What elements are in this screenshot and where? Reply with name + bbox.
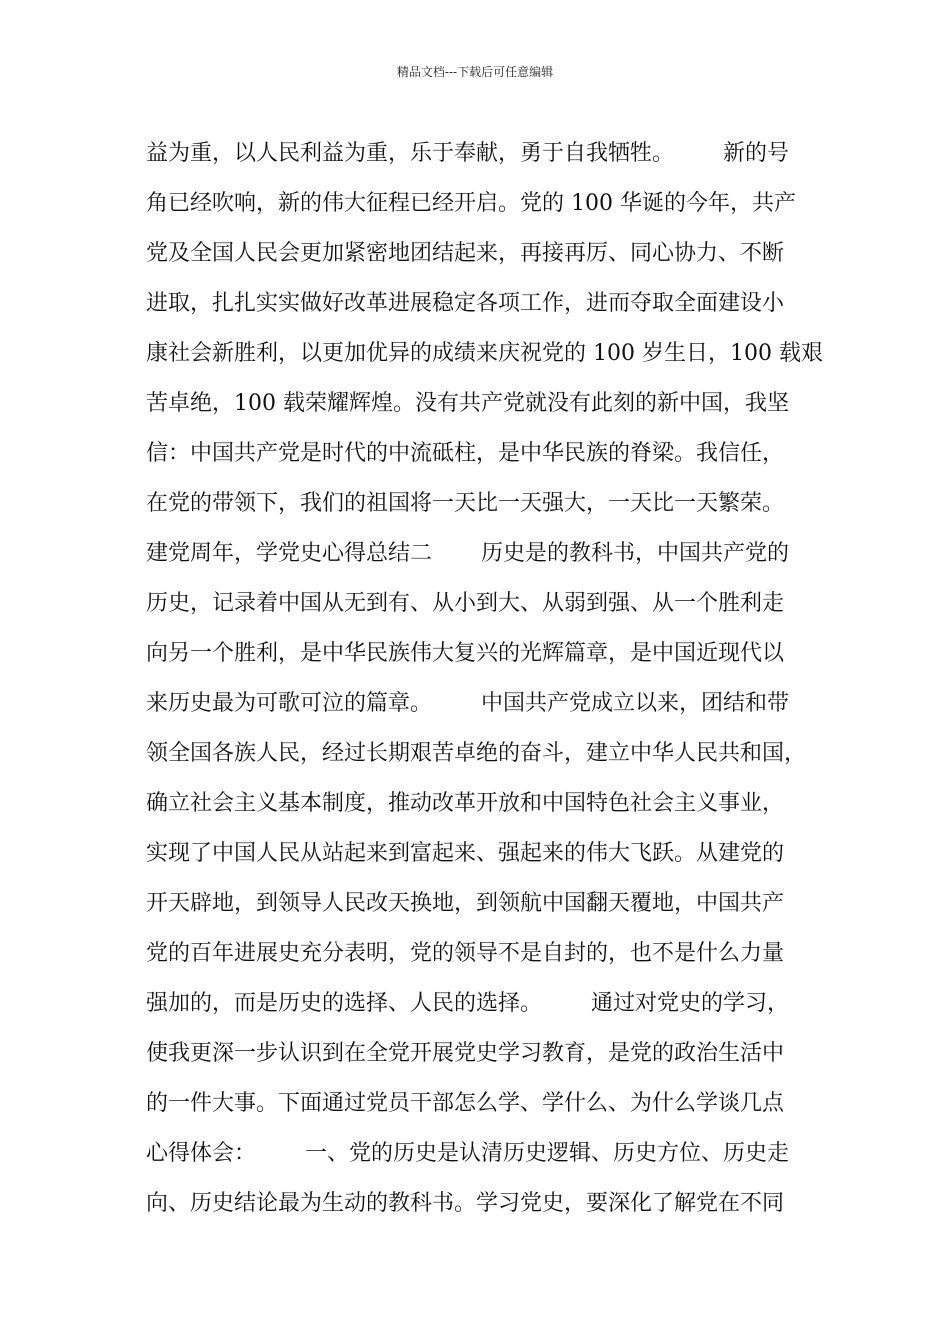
body-line-21: 心得体会： 一、党的历史是认清历史逻辑、历史方位、历史走 (146, 1141, 789, 1166)
body-line-10: 历史，记录着中国从无到有、从小到大、从弱到强、从一个胜利走 (146, 591, 785, 616)
body-line-14: 确立社会主义基本制度，推动改革开放和中国特色社会主义事业， (146, 791, 785, 816)
body-line-22: 向、历史结论最为生动的教科书。学习党史，要深化了解党在不同 (146, 1191, 785, 1216)
body-line-4: 进取，扎扎实实做好改革进展稳定各项工作，进而夺取全面建设小 (146, 291, 785, 316)
body-line-13: 领全国各族人民，经过长期艰苦卓绝的奋斗，建立中华人民共和国， (146, 741, 807, 766)
body-line-3: 党及全国人民会更加紧密地团结起来，再接再厉、同心协力、不断 (146, 241, 785, 266)
body-line-9: 建党周年，学党史心得总结二 历史是的教科书，中国共产党的 (146, 541, 789, 566)
body-line-5: 康社会新胜利，以更加优异的成绩来庆祝党的 100 岁生日，100 载艰 (146, 341, 823, 366)
document-body (146, 129, 826, 1229)
body-line-20: 的一件大事。下面通过党员干部怎么学、学什么、为什么学谈几点 (146, 1091, 785, 1116)
body-line-15: 实现了中国人民从站起来到富起来、强起来的伟大飞跃。从建党的 (146, 841, 785, 866)
body-line-6: 苦卓绝，100 载荣耀辉煌。没有共产党就没有此刻的新中国，我坚 (146, 391, 789, 416)
page-header: 精品文档---下载后可任意编辑 (396, 65, 554, 79)
body-line-7: 信：中国共产党是时代的中流砥柱，是中华民族的脊梁。我信任， (146, 441, 785, 466)
body-line-8: 在党的带领下，我们的祖国将一天比一天强大，一天比一天繁荣。 (146, 491, 785, 516)
body-line-18: 强加的，而是历史的选择、人民的选择。 通过对党史的学习， (146, 991, 789, 1016)
body-line-12: 来历史最为可歌可泣的篇章。 中国共产党成立以来，团结和带 (146, 691, 789, 716)
body-line-1: 益为重，以人民利益为重，乐于奉献，勇于自我牺牲。 新的号 (146, 141, 789, 166)
body-line-11: 向另一个胜利，是中华民族伟大复兴的光辉篇章，是中国近现代以 (146, 641, 785, 666)
body-line-17: 党的百年进展史充分表明，党的领导不是自封的，也不是什么力量 (146, 941, 785, 966)
body-line-16: 开天辟地，到领导人民改天换地，到领航中国翻天覆地，中国共产 (146, 891, 785, 916)
body-line-2: 角已经吹响，新的伟大征程已经开启。党的 100 华诞的今年，共产 (146, 191, 796, 216)
body-line-19: 使我更深一步认识到在全党开展党史学习教育，是党的政治生活中 (146, 1041, 785, 1066)
